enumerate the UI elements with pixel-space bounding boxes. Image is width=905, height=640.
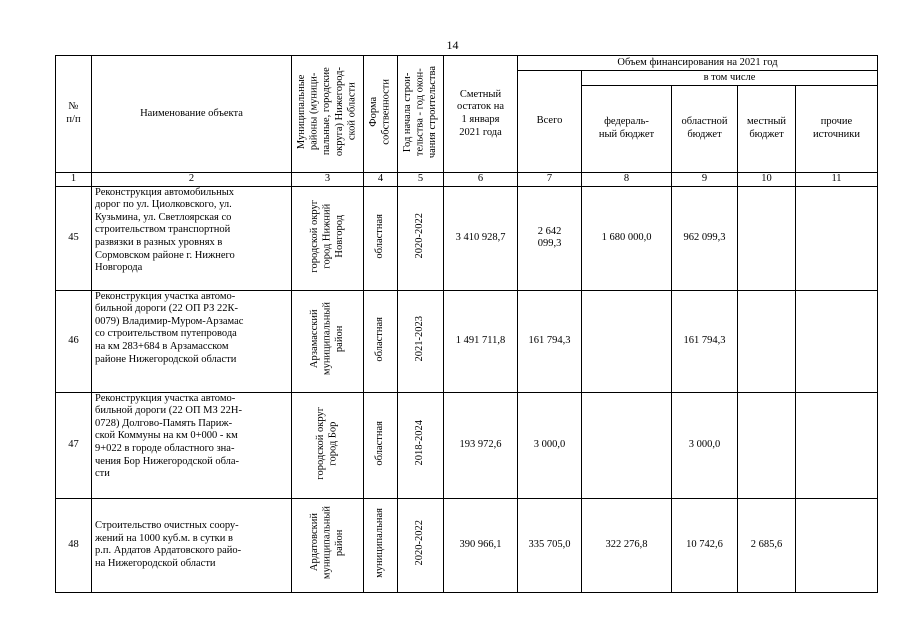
- federal-cell: [582, 392, 672, 498]
- federal-cell: [582, 290, 672, 392]
- header-local: местный бюджет: [738, 86, 796, 173]
- financing-table: [55, 55, 878, 593]
- total-cell: 161 794,3: [518, 290, 582, 392]
- column-number: 1: [56, 173, 92, 187]
- other-cell: [796, 498, 878, 592]
- regional-cell: 962 099,3: [672, 186, 738, 290]
- estimate-cell: 390 966,1: [444, 498, 518, 592]
- estimate-cell: 1 491 711,8: [444, 290, 518, 392]
- header-including: в том числе: [582, 71, 878, 86]
- object-name: Реконструкция участка автомо- бильной дороги (22 ОП РЗ 22К- 0079) Владимир-Муром-Арзамас со строительством путепровода на км 283+684 в Арзамасском районе Нижегородской области: [92, 290, 292, 392]
- header-name: Наименование объекта: [92, 56, 292, 173]
- other-cell: [796, 186, 878, 290]
- column-number: 10: [738, 173, 796, 187]
- total-cell: 335 705,0: [518, 498, 582, 592]
- local-cell: [738, 392, 796, 498]
- other-cell: [796, 290, 878, 392]
- federal-cell: 322 276,8: [582, 498, 672, 592]
- column-number: 11: [796, 173, 878, 187]
- regional-cell: 3 000,0: [672, 392, 738, 498]
- table-row: [56, 392, 878, 498]
- years-cell: 2018-2024: [398, 392, 444, 498]
- row-number: 46: [56, 290, 92, 392]
- ownership-cell: областная: [364, 290, 398, 392]
- ownership-cell: областная: [364, 186, 398, 290]
- regional-cell: 161 794,3: [672, 290, 738, 392]
- column-number: 4: [364, 173, 398, 187]
- ownership-cell: муниципальная: [364, 498, 398, 592]
- other-cell: [796, 392, 878, 498]
- column-number-row: [56, 173, 878, 187]
- table-row: [56, 498, 878, 592]
- regional-cell: 10 742,6: [672, 498, 738, 592]
- column-number: 2: [92, 173, 292, 187]
- district-cell: Ардатовский муниципальный район: [292, 498, 364, 592]
- row-number: 47: [56, 392, 92, 498]
- district-cell: городской округ город Нижний Новгород: [292, 186, 364, 290]
- years-cell: 2020-2022: [398, 186, 444, 290]
- column-number: 8: [582, 173, 672, 187]
- object-name: Реконструкция автомобильных дорог по ул. Циолковского, ул. Кузьмина, ул. Светлоярская со строительством транспортной развязки в разных уровнях в Сормовском районе г. Нижнего Новгорода: [92, 186, 292, 290]
- header-other: прочие источники: [796, 86, 878, 173]
- column-number: 6: [444, 173, 518, 187]
- column-number: 5: [398, 173, 444, 187]
- estimate-cell: 193 972,6: [444, 392, 518, 498]
- column-number: 9: [672, 173, 738, 187]
- ownership-cell: областная: [364, 392, 398, 498]
- object-name: Строительство очистных соору- жений на 1000 куб.м. в сутки в р.п. Ардатов Ардатовского райо- на Нижегородской области: [92, 498, 292, 592]
- table-row: [56, 186, 878, 290]
- page-number: 14: [446, 38, 459, 52]
- header-no: № п/п: [56, 56, 92, 173]
- header-total: Всего: [518, 71, 582, 173]
- header-regional: областной бюджет: [672, 86, 738, 173]
- header-federal: федераль- ный бюджет: [582, 86, 672, 173]
- header-districts: Муниципальные районы (муници- пальные, городские округа) Нижегород- ской области: [292, 56, 364, 173]
- header-years: Год начала строи- тельства - год окон- чания строительства: [398, 56, 444, 173]
- header-ownership: Форма собственности: [364, 56, 398, 173]
- local-cell: [738, 186, 796, 290]
- table-row: [56, 290, 878, 392]
- header-funding: Объем финансирования на 2021 год: [518, 56, 878, 71]
- years-cell: 2020-2022: [398, 498, 444, 592]
- district-cell: городской округ город Бор: [292, 392, 364, 498]
- district-cell: Арзамасский муниципальный район: [292, 290, 364, 392]
- estimate-cell: 3 410 928,7: [444, 186, 518, 290]
- row-number: 48: [56, 498, 92, 592]
- total-cell: 3 000,0: [518, 392, 582, 498]
- local-cell: [738, 290, 796, 392]
- header-estimate: Сметный остаток на 1 января 2021 года: [444, 56, 518, 173]
- column-number: 3: [292, 173, 364, 187]
- federal-cell: 1 680 000,0: [582, 186, 672, 290]
- row-number: 45: [56, 186, 92, 290]
- years-cell: 2021-2023: [398, 290, 444, 392]
- header-row-1: [56, 56, 878, 71]
- local-cell: 2 685,6: [738, 498, 796, 592]
- object-name: Реконструкция участка автомо- бильной дороги (22 ОП МЗ 22Н- 0728) Долгово-Память Париж- ской Коммуны на км 0+000 - км 9+022 в городе областного зна- чения Бор Нижегородской обла- сти: [92, 392, 292, 498]
- column-number: 7: [518, 173, 582, 187]
- total-cell: 2 642 099,3: [518, 186, 582, 290]
